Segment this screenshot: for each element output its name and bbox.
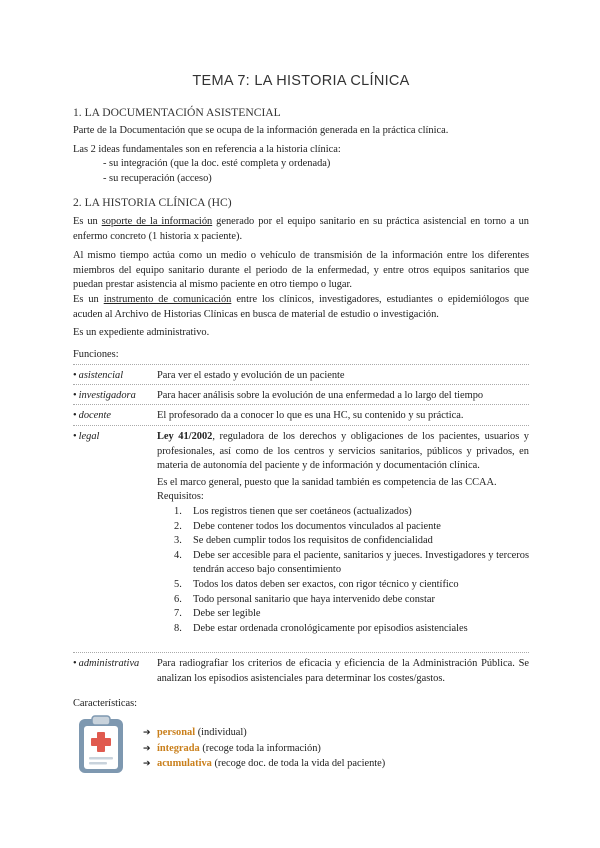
text-run: Es un bbox=[73, 216, 102, 227]
characteristics-label: Características: bbox=[73, 698, 138, 709]
text-run: entre los clínicos, investigadores, estudiantes o epidemiólogos que acuden al Archivo de Historias Clínicas en busca de material de estudio o investigación. bbox=[73, 293, 529, 320]
function-term-label: legal bbox=[78, 431, 100, 442]
list-item bbox=[157, 622, 529, 637]
list-item bbox=[157, 578, 529, 593]
section-1 bbox=[73, 106, 529, 121]
characteristic-text: (recoge toda la información) bbox=[199, 742, 321, 754]
section-2-paragraph: Es un expediente administrativo. bbox=[73, 327, 210, 339]
section-2-paragraph bbox=[73, 215, 529, 244]
list-item bbox=[157, 607, 529, 622]
divider bbox=[73, 384, 529, 385]
list-item bbox=[157, 520, 529, 535]
page-title: TEMA 7: LA HISTORIA CLÍNICA bbox=[192, 73, 410, 89]
list-text: Todo personal sanitario que haya intervenido debe constar bbox=[193, 593, 435, 605]
list-item bbox=[157, 593, 529, 608]
list-number: 8. bbox=[174, 622, 182, 634]
characteristics-list bbox=[143, 726, 385, 773]
function-description: Para hacer análisis sobre la evolución de una enfermedad a lo largo del tiempo bbox=[157, 390, 484, 401]
list-item: - su recuperación (acceso) bbox=[103, 172, 212, 184]
function-term bbox=[73, 430, 157, 445]
list-number: 3. bbox=[174, 535, 182, 547]
list-number: 6. bbox=[174, 593, 182, 605]
bullet-icon: • bbox=[73, 370, 77, 381]
characteristic-key: íntegrada bbox=[157, 742, 200, 754]
text-run: Es un bbox=[73, 293, 104, 305]
requirements-list bbox=[157, 505, 529, 636]
characteristic-key: acumulativa bbox=[157, 758, 212, 769]
function-term-label: administrativa bbox=[78, 658, 140, 669]
list-item bbox=[157, 534, 529, 549]
list-item bbox=[143, 757, 385, 773]
characteristic-text: (recoge doc. de toda la vida del paciente) bbox=[211, 758, 386, 769]
legal-paragraph bbox=[157, 430, 529, 474]
list-number: 2. bbox=[174, 520, 182, 532]
function-term-label: asistencial bbox=[78, 370, 124, 381]
divider bbox=[73, 652, 529, 653]
function-term bbox=[73, 389, 157, 404]
text-run: , reguladora de los derechos y obligaciones de los pacientes, usuarios y profesionales, así como de los centros y servicios sanitarios, públicos y privados, en materia de autonomía del paciente y de información y documentación clínica. bbox=[157, 431, 529, 472]
ideas-list bbox=[73, 157, 529, 186]
bullet-icon: • bbox=[73, 410, 77, 421]
function-term bbox=[73, 657, 157, 672]
list-text: Los registros tienen que ser coetáneos (actualizados) bbox=[193, 505, 412, 517]
divider bbox=[73, 425, 529, 426]
list-number: 4. bbox=[174, 549, 182, 561]
underlined-term: instrumento de comunicación bbox=[103, 293, 232, 305]
function-term-label: investigadora bbox=[78, 390, 136, 401]
list-text: Debe ser legible bbox=[193, 608, 261, 620]
characteristic-text: (individual) bbox=[195, 727, 247, 738]
section-2 bbox=[73, 196, 529, 211]
section-1-paragraph: Las 2 ideas fundamentales son en referencia a la historia clínica: bbox=[73, 143, 341, 155]
section-2-paragraph: Al mismo tiempo actúa como un medio o vehículo de transmisión de la información entre los diferentes miembros del equipo sanitario durante el periodo de la enfermedad, y entre otros equipos sanitarios que puedan prestar asistencia al mismo paciente en otro tiempo o lugar. bbox=[73, 250, 529, 291]
list-number: 1. bbox=[174, 505, 182, 517]
requirements-label: Requisitos: bbox=[157, 491, 204, 503]
function-term-label: docente bbox=[78, 410, 111, 421]
section-1-heading: 1. LA DOCUMENTACIÓN ASISTENCIAL bbox=[73, 106, 281, 119]
function-term bbox=[73, 409, 157, 424]
function-description: El profesorado da a conocer lo que es una HC, su contenido y su práctica. bbox=[157, 410, 464, 421]
list-text: Se deben cumplir todos los requisitos de confidencialidad bbox=[193, 535, 433, 547]
underlined-term: soporte de la información bbox=[101, 216, 213, 227]
section-1-paragraph: Parte de la Documentación que se ocupa de la información generada en la práctica clínica. bbox=[73, 125, 449, 136]
section-2-body bbox=[73, 215, 529, 341]
bullet-icon: • bbox=[73, 658, 77, 669]
bullet-icon: • bbox=[73, 390, 77, 401]
divider bbox=[73, 364, 529, 365]
medical-clipboard-icon bbox=[77, 714, 125, 774]
section-2-heading: 2. LA HISTORIA CLÍNICA (HC) bbox=[73, 196, 232, 209]
bullet-icon: • bbox=[73, 431, 77, 442]
list-item bbox=[157, 505, 529, 520]
list-text: Debe estar ordenada cronológicamente por episodios asistenciales bbox=[193, 622, 468, 634]
characteristic-key: personal bbox=[157, 727, 196, 738]
list-item bbox=[157, 549, 529, 578]
section-1-body bbox=[73, 124, 529, 186]
list-text: Todos los datos deben ser exactos, con rigor técnico y científico bbox=[193, 578, 459, 590]
list-item: - su integración (que la doc. esté completa y ordenada) bbox=[103, 158, 331, 170]
text-run: generado por el equipo sanitario en su práctica asistencial en torno a un enfermo concreto (1 historia x paciente). bbox=[73, 216, 529, 242]
list-number: 7. bbox=[174, 608, 182, 620]
list-item bbox=[143, 726, 385, 742]
arrow-right-icon: ➔ bbox=[143, 728, 151, 738]
law-reference: Ley 41/2002 bbox=[157, 431, 213, 442]
divider bbox=[73, 404, 529, 405]
list-number: 5. bbox=[174, 578, 182, 590]
arrow-right-icon: ➔ bbox=[143, 743, 151, 754]
list-item bbox=[143, 742, 385, 758]
list-text: Debe contener todos los documentos vinculados al paciente bbox=[193, 520, 441, 532]
list-text: Debe ser accesible para el paciente, sanitarios y jueces. Investigadores y terceros tendrán acceso bajo consentimiento bbox=[193, 549, 529, 576]
function-term bbox=[73, 369, 157, 384]
functions-label: Funciones: bbox=[73, 349, 119, 360]
arrow-right-icon: ➔ bbox=[143, 759, 151, 769]
function-description: Para radiografiar los criterios de eficacia y eficiencia de la Administración Pública. Se analizan los episodios asistenciales para determinar los costes/gastos. bbox=[157, 658, 529, 684]
function-description: Para ver el estado y evolución de un paciente bbox=[157, 370, 345, 381]
legal-paragraph: Es el marco general, puesto que la sanidad también es competencia de las CCAA. bbox=[157, 476, 497, 488]
section-2-paragraph bbox=[73, 293, 529, 322]
function-description bbox=[157, 430, 529, 636]
